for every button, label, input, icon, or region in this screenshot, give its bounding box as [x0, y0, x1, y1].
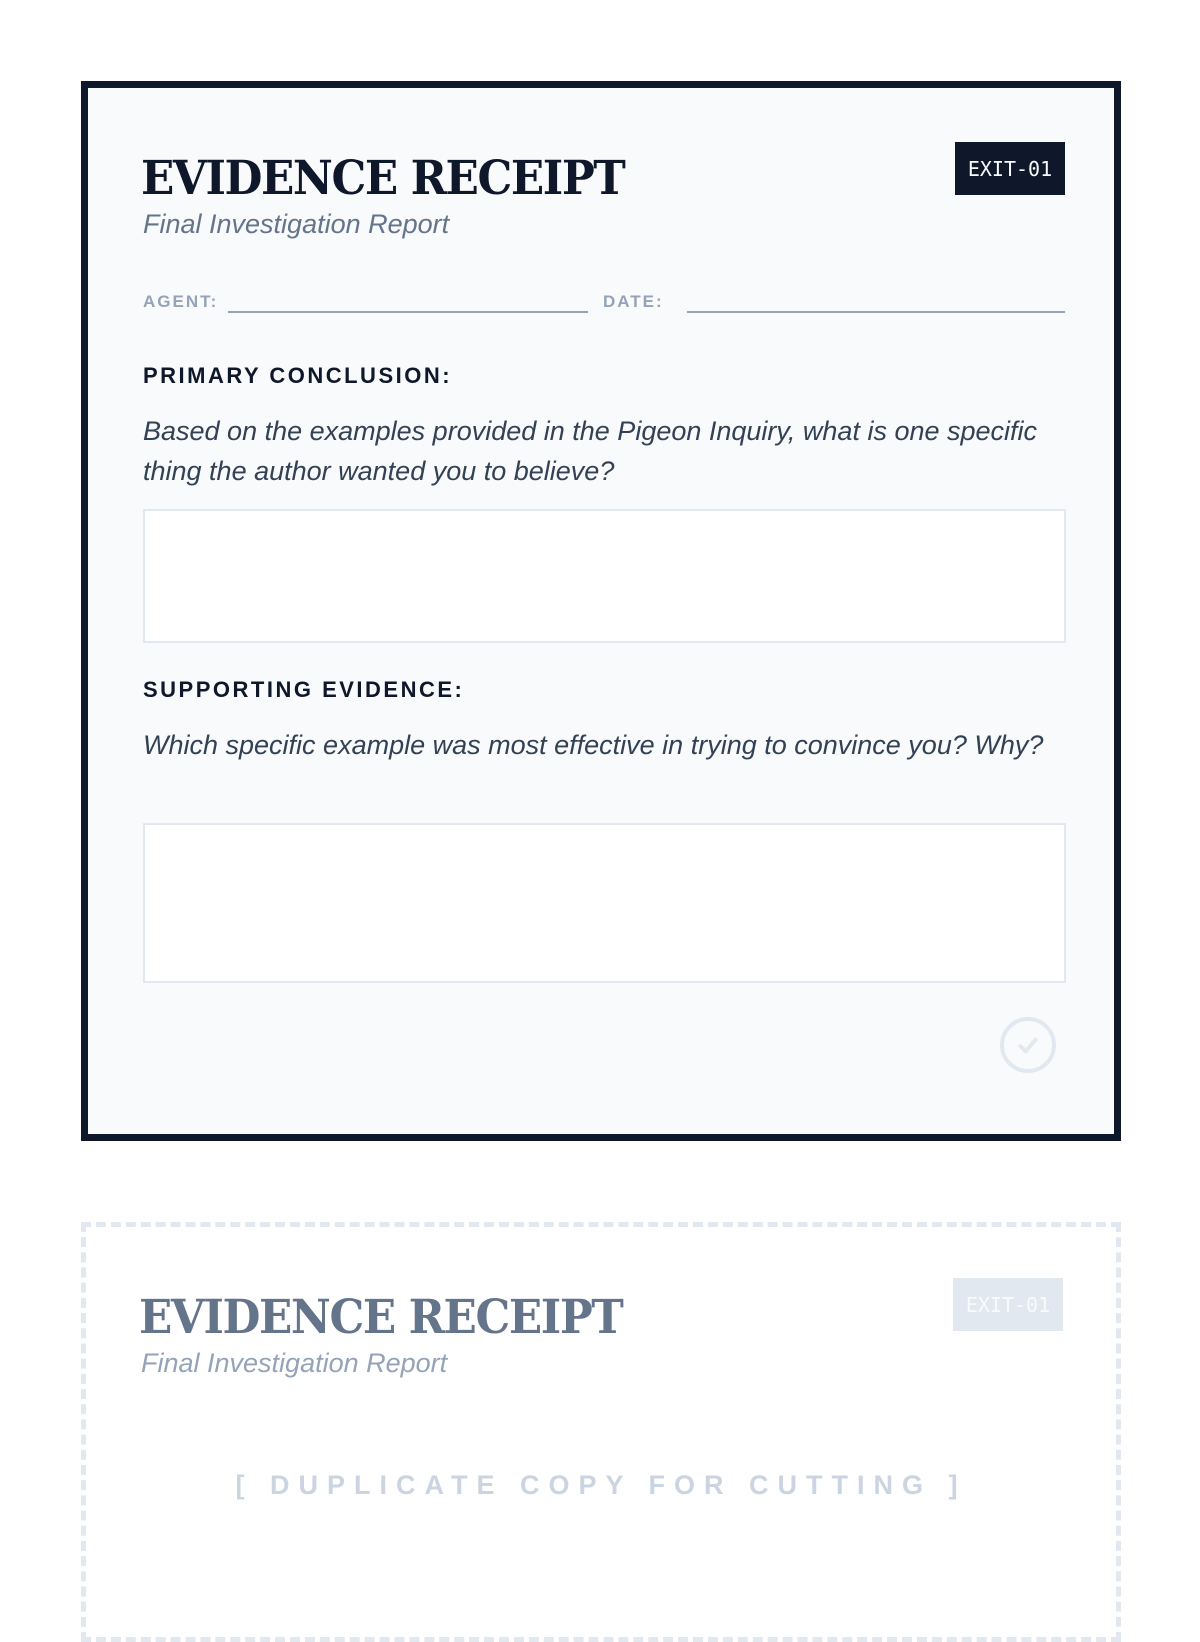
date-label: DATE:: [603, 292, 664, 311]
duplicate-title: EVIDENCE RECEIPT: [139, 1290, 623, 1345]
primary-conclusion-answer[interactable]: [143, 509, 1066, 643]
supporting-evidence-prompt: Which specific example was most effective in trying to convince you? Why?: [143, 730, 1044, 760]
agent-line[interactable]: [228, 311, 588, 313]
supporting-evidence-label: SUPPORTING EVIDENCE:: [143, 677, 465, 702]
date-line[interactable]: [687, 311, 1065, 313]
receipt-title: EVIDENCE RECEIPT: [141, 151, 625, 206]
check-circle-icon: [1000, 1017, 1056, 1073]
evidence-receipt-card: [81, 81, 1121, 1141]
supporting-evidence-answer[interactable]: [143, 823, 1066, 983]
primary-conclusion-prompt: Based on the examples provided in the Pigeon Inquiry, what is one specific thing the author wanted you to believe?: [143, 416, 1038, 486]
receipt-subtitle: Final Investigation Report: [143, 209, 450, 239]
duplicate-note: [ DUPLICATE COPY FOR CUTTING ]: [235, 1470, 967, 1500]
primary-conclusion-label: PRIMARY CONCLUSION:: [143, 363, 453, 388]
duplicate-subtitle: Final Investigation Report: [141, 1348, 448, 1378]
agent-label: AGENT:: [143, 292, 219, 311]
duplicate-receipt-card: [81, 1222, 1121, 1642]
exit-ticket-badge: EXIT-01: [955, 142, 1065, 195]
duplicate-badge: EXIT-01: [953, 1278, 1063, 1331]
